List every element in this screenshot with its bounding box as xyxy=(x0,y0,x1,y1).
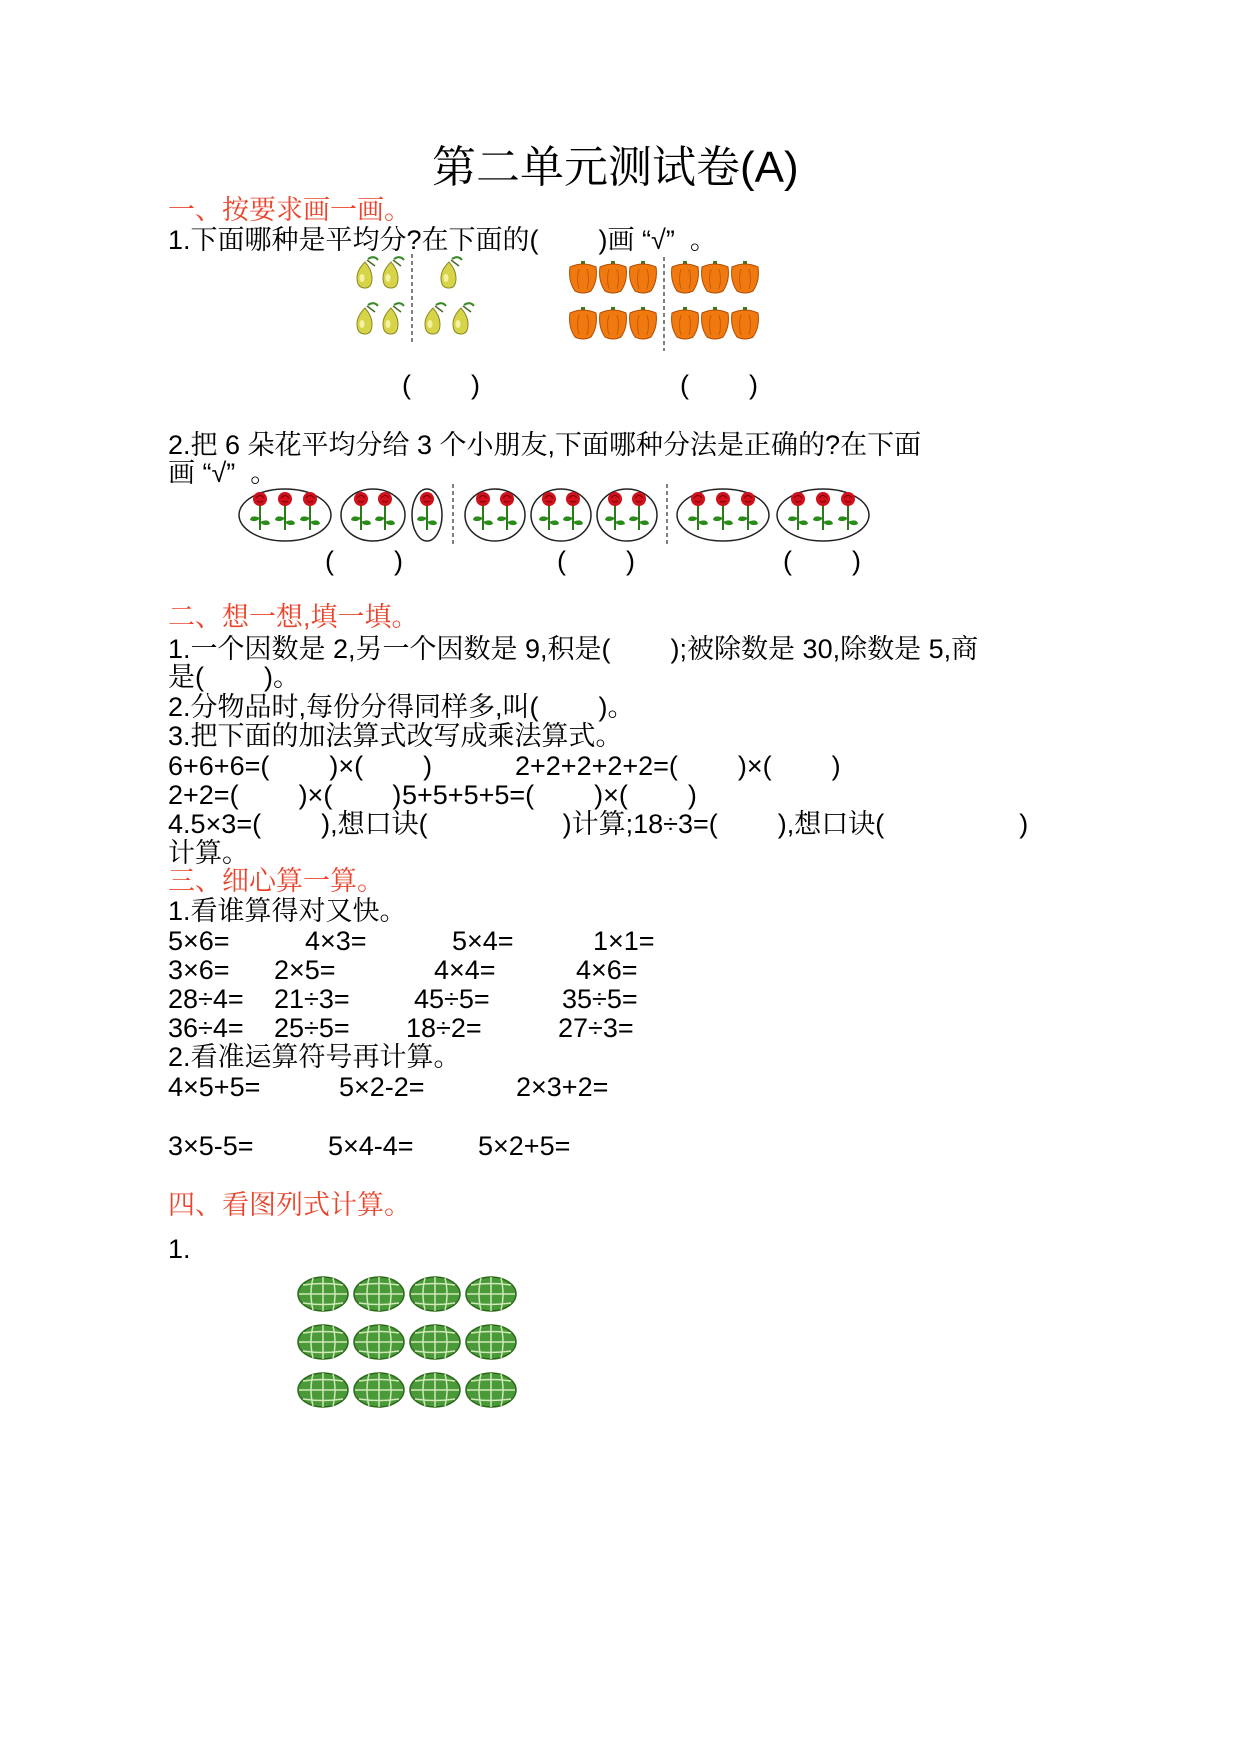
answer-blank-2c[interactable]: ( ) xyxy=(783,546,861,576)
picture-question-1: 1. xyxy=(168,1234,191,1264)
answer-blank-1b[interactable]: ( ) xyxy=(680,370,758,400)
calc-item: 35÷5= xyxy=(562,984,638,1014)
fill-line-2: 是( )。 xyxy=(168,662,300,692)
fill-line-1: 1.一个因数是 2,另一个因数是 9,积是( );被除数是 30,除数是 5,商 xyxy=(168,634,979,664)
calc-item: 21÷3= xyxy=(274,984,350,1014)
fill-line-6a: 2+2=( )×( ) xyxy=(168,780,402,810)
watermelons-icon xyxy=(295,1272,525,1417)
calc-item: 1×1= xyxy=(593,926,655,956)
section-heading-4: 四、看图列式计算。 xyxy=(168,1190,411,1220)
fill-line-6b: 5+5+5+5=( )×( ) xyxy=(402,780,697,810)
calc-item: 5×4-4= xyxy=(328,1131,414,1161)
section-heading-3: 三、细心算一算。 xyxy=(168,866,384,896)
calc-item: 5×2+5= xyxy=(478,1131,571,1161)
fill-line-4: 3.把下面的加法算式改写成乘法算式。 xyxy=(168,721,623,751)
calc-question-2: 2.看准运算符号再计算。 xyxy=(168,1042,461,1072)
calc-item: 4×6= xyxy=(576,955,638,985)
calc-item: 4×4= xyxy=(434,955,496,985)
fill-line-8: 计算。 xyxy=(168,838,249,868)
question-1-2-cont: 画 “√” 。 xyxy=(168,458,278,488)
calc-item: 3×6= xyxy=(168,955,230,985)
pears-group-icon xyxy=(345,250,485,350)
answer-blank-2b[interactable]: ( ) xyxy=(557,546,635,576)
question-1-2: 2.把 6 朵花平均分给 3 个小朋友,下面哪种分法是正确的?在下面 xyxy=(168,430,922,460)
answer-blank-1a[interactable]: ( ) xyxy=(402,370,480,400)
page-title: 第二单元测试卷(A) xyxy=(432,143,799,192)
calc-item: 18÷2= xyxy=(406,1013,482,1043)
calc-item: 36÷4= xyxy=(168,1013,244,1043)
question-1-1: 1.下面哪种是平均分?在下面的( )画 “√” 。 xyxy=(168,225,717,255)
fill-line-3: 2.分物品时,每份分得同样多,叫( )。 xyxy=(168,692,635,722)
calc-item: 25÷5= xyxy=(274,1013,350,1043)
calc-item: 5×4= xyxy=(452,926,514,956)
calc-item: 5×6= xyxy=(168,926,230,956)
calc-item: 4×3= xyxy=(305,926,367,956)
calc-item: 2×5= xyxy=(274,955,336,985)
answer-blank-2a[interactable]: ( ) xyxy=(325,546,403,576)
calc-question-1: 1.看谁算得对又快。 xyxy=(168,896,407,926)
calc-item: 2×3+2= xyxy=(516,1072,609,1102)
fill-line-7: 4.5×3=( ),想口诀( )计算;18÷3=( ),想口诀( ) xyxy=(168,809,1029,839)
calc-item: 5×2-2= xyxy=(339,1072,425,1102)
calc-item: 3×5-5= xyxy=(168,1131,254,1161)
section-heading-1: 一、按要求画一画。 xyxy=(168,195,411,225)
fill-line-5a: 6+6+6=( )×( ) xyxy=(168,751,433,781)
section-heading-2: 二、想一想,填一填。 xyxy=(168,602,419,632)
flowers-groups-icon xyxy=(235,482,875,552)
calc-item: 45÷5= xyxy=(414,984,490,1014)
calc-item: 4×5+5= xyxy=(168,1072,261,1102)
peppers-group-icon xyxy=(565,255,765,355)
calc-item: 28÷4= xyxy=(168,984,244,1014)
fill-line-5b: 2+2+2+2+2=( )×( ) xyxy=(515,751,841,781)
calc-item: 27÷3= xyxy=(558,1013,634,1043)
